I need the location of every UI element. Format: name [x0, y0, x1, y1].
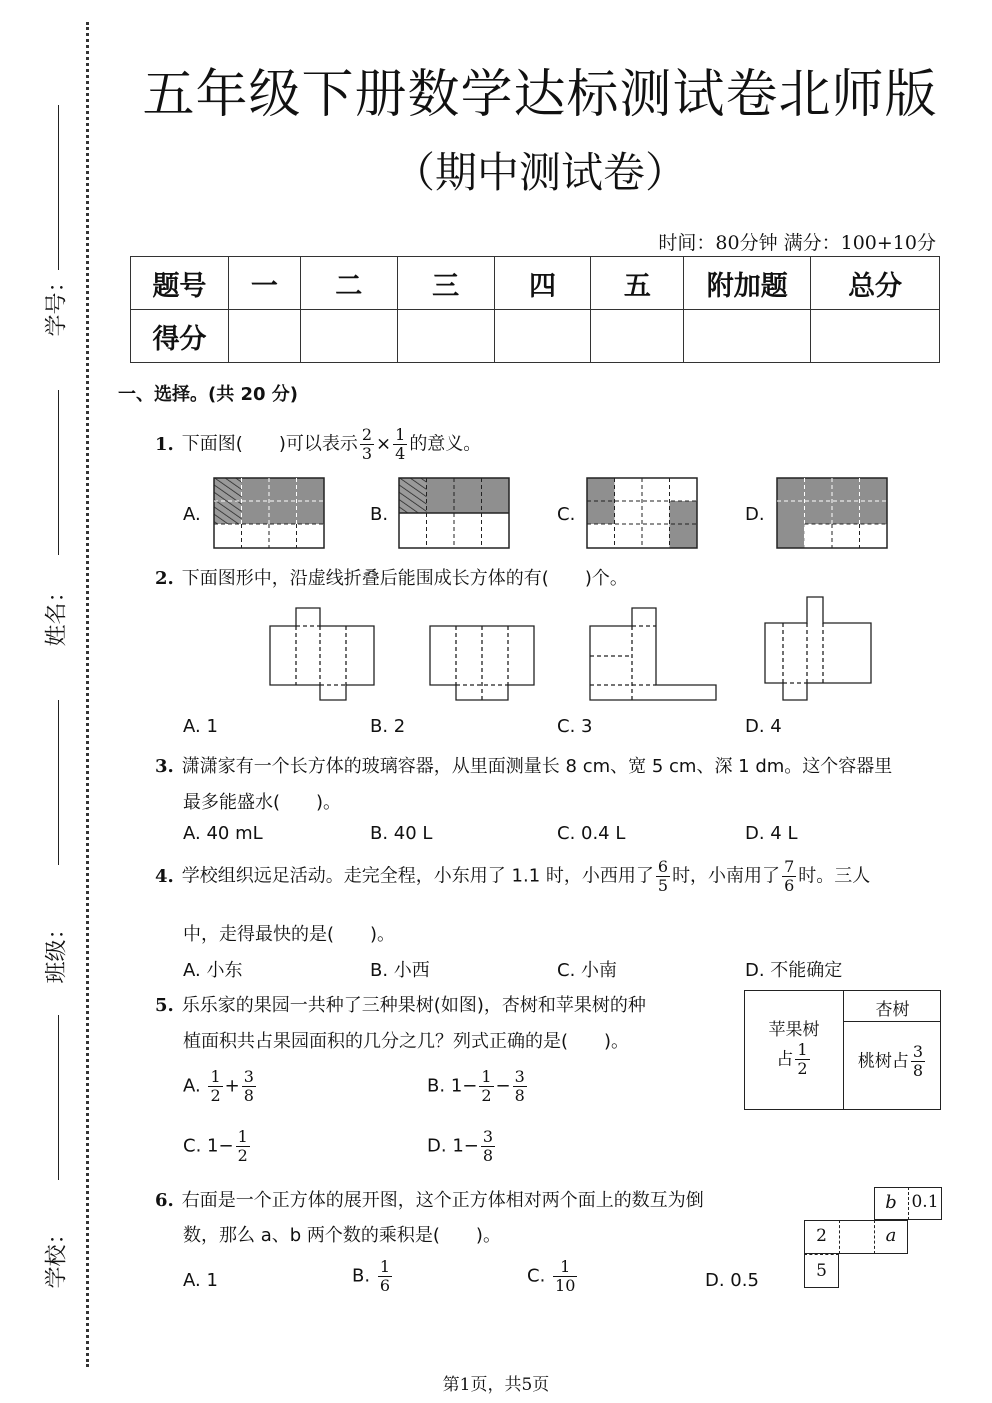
- apple-tree-label: 苹果树: [768, 1020, 820, 1040]
- question-text: 时，小南用了: [672, 865, 781, 887]
- option-a-label[interactable]: A.: [183, 504, 201, 525]
- option-c[interactable]: C. $\frac{1}{10}$: [527, 1257, 576, 1295]
- score-input-cell[interactable]: [228, 310, 300, 363]
- school-label: 学校：: [44, 1222, 70, 1289]
- fraction: $\frac{2}{3}$: [361, 425, 373, 463]
- question-5: [155, 991, 646, 1017]
- option-d[interactable]: D. 1− $\frac{3}{8}$: [427, 1127, 494, 1165]
- class-label: 班级：: [44, 917, 70, 984]
- question-text: 下面图形中，沿虚线折叠后能围成长方体的有( )个。: [181, 568, 628, 589]
- option-c[interactable]: C. 3: [557, 716, 593, 737]
- page-footer: 第1页，共5页: [442, 1375, 550, 1395]
- orchard-diagram: [744, 990, 941, 1110]
- net-5: 5: [816, 1261, 827, 1281]
- binding-dotted-line: [86, 22, 89, 1367]
- times-sign: ×: [376, 433, 392, 455]
- cube-net-diagram: [804, 1187, 944, 1289]
- apricot-tree-label: 杏树: [875, 1000, 910, 1020]
- option-b-figure: [399, 478, 509, 548]
- question-4: [155, 858, 870, 895]
- score-input-cell[interactable]: [591, 310, 684, 363]
- net-a: a: [885, 1225, 897, 1246]
- question-number: 6.: [155, 1190, 174, 1211]
- option-b-label[interactable]: B.: [370, 504, 389, 525]
- question-1: [155, 426, 481, 463]
- question-6: [155, 1186, 704, 1212]
- option-c[interactable]: C. 1− $\frac{1}{2}$: [183, 1127, 248, 1165]
- net-figure-4: [765, 597, 875, 700]
- option-c[interactable]: C. 0.4 L: [557, 823, 626, 844]
- net-b: b: [885, 1192, 897, 1213]
- option-d[interactable]: D. 0.5: [705, 1270, 759, 1291]
- fraction: $\frac{1}{4}$: [395, 425, 406, 463]
- option-c-figure: [587, 478, 697, 548]
- score-input-cell[interactable]: [397, 310, 494, 363]
- page-subtitle: （期中测试卷）: [392, 148, 687, 197]
- question-text: 右面是一个正方体的展开图，这个正方体相对两个面上的数互为倒: [181, 1190, 704, 1211]
- name-line[interactable]: [58, 390, 59, 555]
- net-figure-1: [270, 608, 375, 700]
- score-header-row: [131, 257, 940, 310]
- question-text: 时。三人: [798, 865, 871, 887]
- time-info: 时间：80分钟 满分：100+10分: [658, 232, 936, 254]
- score-row: [131, 310, 940, 363]
- fraction: $\frac{7}{6}$: [784, 857, 795, 895]
- score-header-cell: 五: [591, 257, 684, 310]
- option-a[interactable]: A. 40 mL: [183, 823, 263, 844]
- option-d-figure: [777, 478, 887, 548]
- net-2: 2: [816, 1226, 827, 1246]
- question-3: [155, 752, 892, 778]
- option-a-figure: [214, 478, 324, 548]
- apple-tree-share: 占 $\frac{1}{2}$: [776, 1040, 808, 1078]
- name-label: 姓名：: [44, 580, 70, 647]
- score-input-cell[interactable]: [811, 310, 940, 363]
- student-id-label: 学号：: [44, 270, 70, 337]
- question-text: 乐乐家的果园一共种了三种果树(如图)，杏树和苹果树的种: [181, 995, 646, 1016]
- fraction: $\frac{6}{5}$: [657, 857, 669, 895]
- section-heading: 一、选择。(共 20 分): [118, 384, 299, 405]
- school-line[interactable]: [58, 1015, 59, 1180]
- option-d[interactable]: D. 不能确定: [745, 960, 843, 981]
- score-header-cell: 题号: [131, 257, 229, 310]
- question-2: [155, 564, 628, 590]
- peach-tree-share: 桃树占 $\frac{3}{8}$: [857, 1042, 924, 1080]
- option-a[interactable]: A. 小东: [183, 960, 243, 981]
- net-figure-2: [430, 626, 535, 701]
- question-number: 2.: [155, 568, 174, 589]
- option-a[interactable]: A. 1: [183, 1270, 218, 1291]
- option-a[interactable]: A. $\frac{1}{2}$ + $\frac{3}{8}$: [183, 1067, 254, 1105]
- student-id-line[interactable]: [58, 105, 59, 270]
- score-header-cell: 四: [494, 257, 591, 310]
- option-d[interactable]: D. 4 L: [745, 823, 798, 844]
- score-header-cell: 三: [397, 257, 494, 310]
- question-6-line2: 数，那么 a、b 两个数的乘积是( )。: [183, 1225, 501, 1246]
- score-input-cell[interactable]: [684, 310, 811, 363]
- score-table: [130, 256, 940, 363]
- question-text: 学校组织远足活动。走完全程，小东用了 1.1 时，小西用了: [181, 865, 654, 887]
- option-d[interactable]: D. 4: [745, 716, 782, 737]
- question-text: 下面图( )可以表示: [181, 433, 358, 455]
- question-number: 5.: [155, 995, 174, 1016]
- score-header-cell: 附加题: [684, 257, 811, 310]
- score-row-label: 得分: [131, 310, 229, 363]
- question-text: 潇潇家有一个长方体的玻璃容器，从里面测量长 8 cm、宽 5 cm、深 1 dm。这个容器里: [181, 756, 893, 777]
- score-header-cell: 二: [300, 257, 397, 310]
- option-b[interactable]: B. 小西: [370, 960, 430, 981]
- question-number: 4.: [155, 865, 174, 887]
- score-header-cell: 总分: [811, 257, 940, 310]
- net-figure-3: [590, 608, 718, 700]
- question-number: 1.: [155, 433, 174, 455]
- option-a[interactable]: A. 1: [183, 716, 218, 737]
- option-d-label[interactable]: D.: [745, 504, 765, 525]
- question-text: 的意义。: [409, 433, 482, 455]
- score-input-cell[interactable]: [494, 310, 591, 363]
- score-input-cell[interactable]: [300, 310, 397, 363]
- question-4-line2: 中，走得最快的是( )。: [183, 924, 396, 945]
- option-c[interactable]: C. 小南: [557, 960, 618, 981]
- option-b[interactable]: B. $\frac{1}{6}$: [352, 1257, 390, 1295]
- net-0-1: 0.1: [911, 1192, 939, 1212]
- option-b[interactable]: B. 1− $\frac{1}{2}$ − $\frac{3}{8}$: [427, 1067, 525, 1105]
- question-5-line2: 植面积共占果园面积的几分之几？列式正确的是( )。: [183, 1031, 630, 1052]
- question-number: 3.: [155, 756, 174, 777]
- option-c-label[interactable]: C.: [557, 504, 576, 525]
- option-b[interactable]: B. 40 L: [370, 823, 433, 844]
- score-header-cell: 一: [228, 257, 300, 310]
- option-b[interactable]: B. 2: [370, 716, 406, 737]
- question-3-line2: 最多能盛水( )。: [183, 792, 342, 813]
- class-line[interactable]: [58, 700, 59, 865]
- page-title: 五年级下册数学达标测试卷北师版: [142, 65, 938, 125]
